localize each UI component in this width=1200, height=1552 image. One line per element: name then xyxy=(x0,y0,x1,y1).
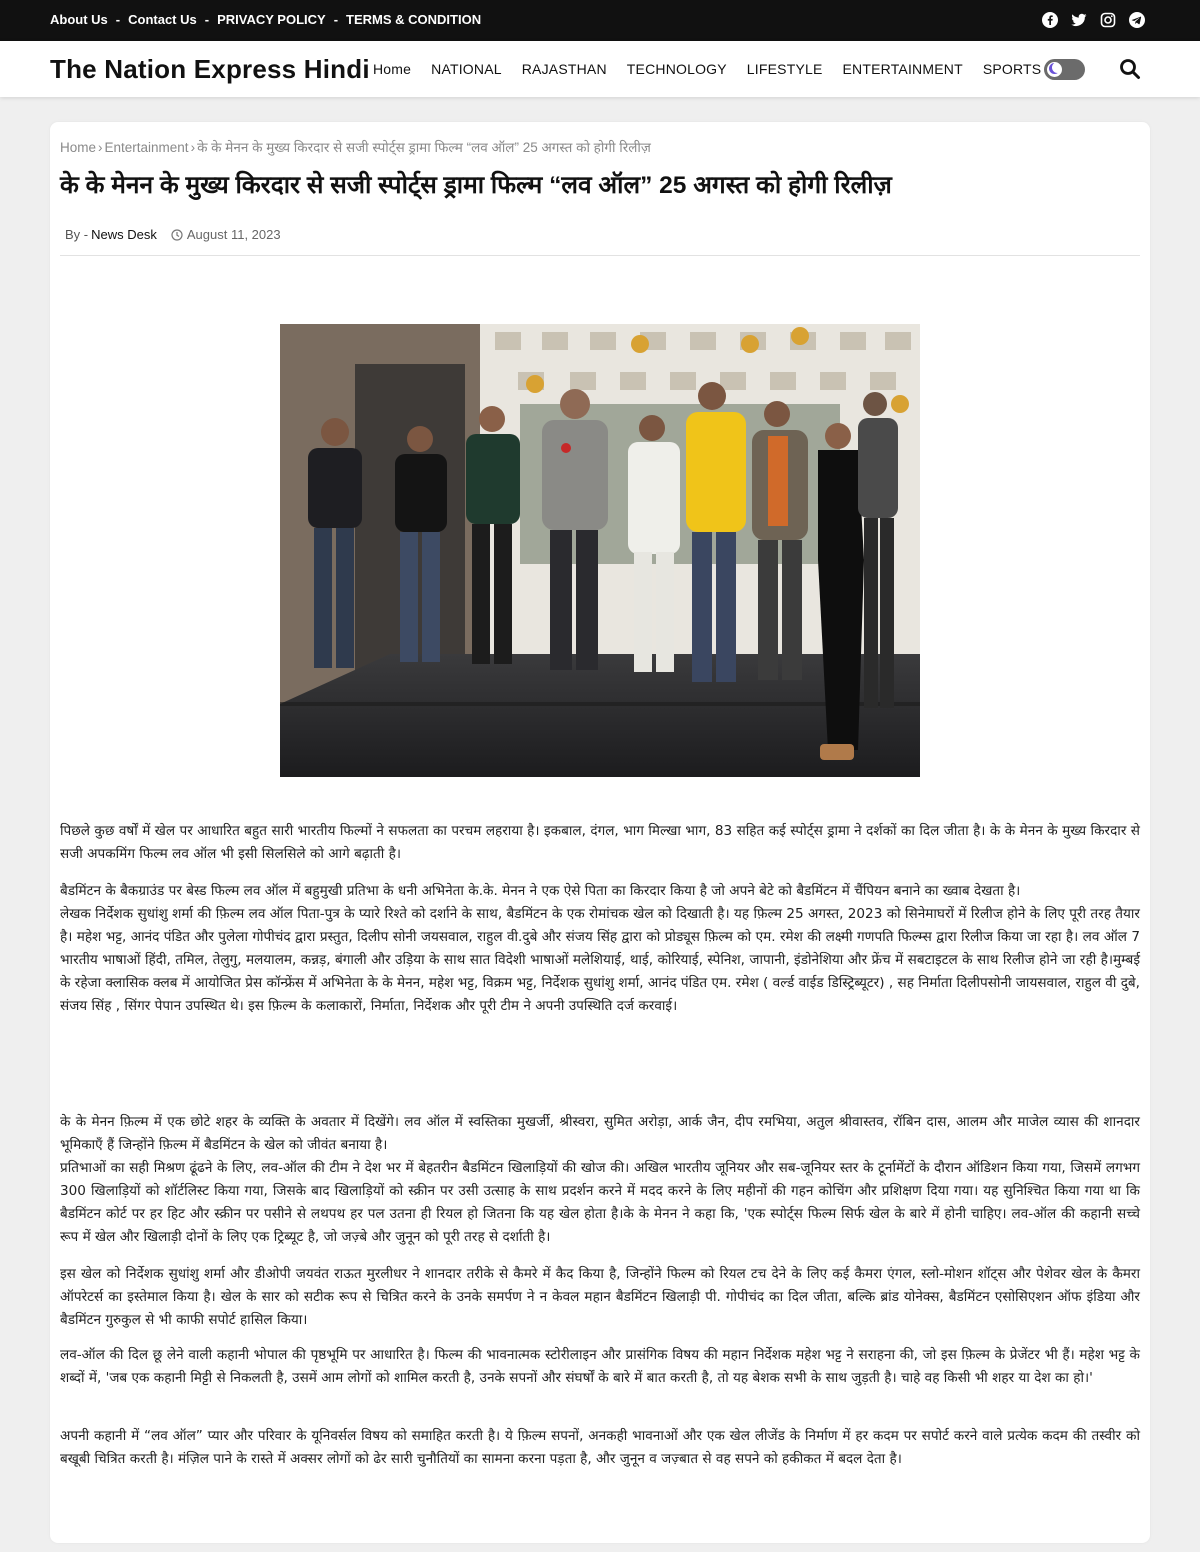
divider xyxy=(60,255,1140,256)
by-label: By - xyxy=(65,227,89,242)
moon-icon xyxy=(1049,63,1060,74)
nav-rajasthan[interactable]: RAJASTHAN xyxy=(521,61,607,77)
article-paragraph: के के मेनन फ़िल्म में एक छोटे शहर के व्यक्ति के अवतार में दिखेंगे। लव ऑल में स्वस्तिका मुखर्जी, श्रीस्वरा, सुमित अरोड़ा, आर्क जैन, दीप रमभिया, अतुल श्रीवास्तव, रॉबिन दास, आलम और माजेल व्यास की शानदार भूमिकाएँ हैं जिन्होंने फ़िल्म में बैडमिंटन के खेल को जीवंत बनाया है। प्रतिभाओं का सही मिश्रण ढूंढने के लिए, लव-ऑल की टीम ने देश भर में बेहतरीन बैडमिंटन खिलाड़ियों की खोज की। अखिल भारतीय जूनियर और सब-जूनियर स्तर के टूर्नामेंटों के दौरान ऑडिशन किया गया, जिसमें लगभग 300 खिलाड़ियों को शॉर्टलिस्ट किया गया, जिसके बाद खिलाड़ियों को स्क्रीन पर उसी उत्साह के साथ प्रदर्शन करने में मदद करने के लिए महीनों की गहन कोचिंग और प्रशिक्षण दिया गया। यह सुनिश्चित किया गया था कि बैडमिंटन कोर्ट पर हर हिट और स्क्रीन पर पसीने से लथपथ हर पल उतना ही रियल हो जितना कि यह खेल होता है।के के मेनन ने कहा कि, 'एक स्पोर्ट्स फिल्म सिर्फ खेल के बारे में होनी चाहिए। लव-ऑल की कहानी सच्चे रूप में खेल और खिलाड़ी दोनों के लिए एक ट्रिब्यूट है, जो जज़्बे और जुनून को पूरी तरह से दर्शाती है। xyxy=(60,1114,1140,1245)
breadcrumb-home[interactable]: Home xyxy=(60,140,97,155)
publish-date xyxy=(171,227,281,242)
site-header xyxy=(0,41,1200,97)
facebook-icon[interactable] xyxy=(1042,12,1058,28)
search-icon[interactable] xyxy=(1119,58,1141,80)
twitter-icon[interactable] xyxy=(1071,12,1087,28)
terms-link[interactable]: TERMS & CONDITION xyxy=(346,12,482,27)
separator: - xyxy=(333,12,339,27)
date-text: August 11, 2023 xyxy=(186,227,281,242)
breadcrumb xyxy=(60,138,651,156)
nav-lifestyle[interactable]: LIFESTYLE xyxy=(746,61,823,77)
top-links xyxy=(50,12,481,27)
breadcrumb-category[interactable]: Entertainment xyxy=(104,140,189,155)
article-card xyxy=(50,122,1150,1543)
article-meta xyxy=(65,227,281,242)
contact-us-link[interactable]: Contact Us xyxy=(128,12,197,27)
article-title: के के मेनन के मुख्य किरदार से सजी स्पोर्ट्स ड्रामा फिल्म “लव ऑल” 25 अगस्त को होगी रिलीज़ xyxy=(60,172,892,199)
social-links xyxy=(1042,12,1145,28)
breadcrumb-current: के के मेनन के मुख्य किरदार से सजी स्पोर्ट्स ड्रामा फिल्म “लव ऑल” 25 अगस्त को होगी रिलीज़ xyxy=(197,140,651,155)
privacy-policy-link[interactable]: PRIVACY POLICY xyxy=(217,12,326,27)
article-paragraph: इस खेल को निर्देशक सुधांशु शर्मा और डीओपी जयवंत राऊत मुरलीधर ने शानदार तरीके से कैमरे में कैद किया है, जिन्होंने फिल्म को रियल टच देने के लिए कई कैमरा एंगल, स्लो-मोशन शॉट्स और पेशेवर खेल के कैमरा ऑपरेटर्स का इस्तेमाल किया है। खेल के सार को सटीक रूप से चित्रित करने के उनके समर्पण ने न केवल महान बैडमिंटन खिलाड़ी पी. गोपीचंद का दिल जीता, बल्कि ब्रांड योनेक्स, बैडमिंटन एसोसिएशन ऑफ इंडिया और बैडमिंटन गुरुकुल से भी काफी सपोर्ट हासिल किया। xyxy=(60,1266,1140,1328)
dark-mode-toggle[interactable] xyxy=(1044,59,1085,80)
top-bar xyxy=(0,0,1200,41)
nav-national[interactable]: NATIONAL xyxy=(431,61,502,77)
separator: - xyxy=(204,12,210,27)
article-paragraph: अपनी कहानी में “लव ऑल” प्यार और परिवार के यूनिवर्सल विषय को समाहित करती है। ये फ़िल्म सपनों, अनकही भावनाओं और एक खेल लीजेंड के निर्माण में हर कदम पर सपोर्ट करने वाले प्रत्येक कदम की तस्वीर को बखूबी चित्रित करती है। मंज़िल पाने के रास्ते में अक्सर लोगों को ढेर सारी चुनौतियों का सामना करना पड़ता है, और जुनून व जज़्बात से वह सपने को हकीकत में बदल देता है। xyxy=(60,1428,1140,1467)
nav-technology[interactable]: TECHNOLOGY xyxy=(626,61,727,77)
about-us-link[interactable]: About Us xyxy=(50,12,108,27)
article-paragraph: पिछले कुछ वर्षों में खेल पर आधारित बहुत सारी भारतीय फिल्मों ने सफलता का परचम लहराया है। इकबाल, दंगल, भाग मिल्खा भाग, 83 सहित कई स्पोर्ट्स ड्रामा ने दर्शकों का दिल जीता है। के के मेनन के मुख्य किरदार से सजी अपकमिंग फिल्म लव ऑल भी इसी सिलसिले को आगे बढ़ाती है। xyxy=(60,823,1140,862)
nav-home[interactable]: Home xyxy=(373,61,412,77)
chevron-right-icon: › xyxy=(190,140,196,155)
author-link[interactable]: News Desk xyxy=(91,227,157,242)
main-nav xyxy=(373,61,1061,77)
featured-photo xyxy=(280,324,920,777)
article-paragraph: बैडमिंटन के बैकग्राउंड पर बेस्ड फिल्म लव ऑल में बहुमुखी प्रतिभा के धनी अभिनेता के.के. मेनन ने एक ऐसे पिता का किरदार किया है जो अपने बेटे को बैडमिंटन में चैंपियन बनाने का ख्वाब देखता है। लेखक निर्देशक सुधांशु शर्मा की फ़िल्म लव ऑल पिता-पुत्र के प्यारे रिश्ते को दर्शाने के साथ, बैडमिंटन के एक रोमांचक खेल को दिखाती है। यह फ़िल्म 25 अगस्त, 2023 को सिनेमाघरों में रिलीज होने के लिए पूरी तरह तैयार है। महेश भट्ट, आनंद पंडित और पुलेला गोपीचंद द्वारा प्रस्तुत, दिलीप सोनी जयसवाल, राहुल वी.दुबे और संजय सिंह द्वारा को प्रोड्यूस फ़िल्म को एम. रमेश की लक्ष्मी गणपति फिल्म्स द्वारा रिलीज किया जा रहा है। लव ऑल 7 भारतीय भाषाओं हिंदी, तमिल, तेलुगु, मलयालम, कन्नड़, बंगाली और उड़िया के साथ सात विदेशी भाषाओं मलेशियाई, थाई, कोरियाई, स्पेनिश, जापानी, इंडोनेशिया और फ्रेंच में सबटाइटल के साथ रिलीज होने जा रही है।मुम्बई के रहेजा क्लासिक क्लब में आयोजित प्रेस कॉन्फ्रेंस में अभिनेता के के मेनन, महेश भट्ट, विक्रम भट्ट, निर्देशक सुधांशु शर्मा, आनंद पंडित एम. रमेश ( वर्ल्ड वाईड डिस्ट्रिब्यूटर) , सह निर्माता दिलीपसोनी जायसवाल, राहुल वी दुबे, संजय सिंह , सिंगर पेपान उपस्थित थे। इस फ़िल्म के कलाकारों, निर्माता, निर्देशक और पूरी टीम ने अपनी उपस्थिति दर्ज करवाई। xyxy=(60,883,1141,1014)
site-logo[interactable]: The Nation Express Hindi xyxy=(50,54,370,84)
telegram-icon[interactable] xyxy=(1129,12,1145,28)
instagram-icon[interactable] xyxy=(1100,12,1116,28)
nav-entertainment[interactable]: ENTERTAINMENT xyxy=(842,61,963,77)
chevron-right-icon: › xyxy=(98,140,103,155)
article-paragraph: लव-ऑल की दिल छू लेने वाली कहानी भोपाल की पृष्ठभूमि पर आधारित है। फिल्म की भावनात्मक स्टोरीलाइन और प्रासंगिक विषय की महान निर्देशक महेश भट्ट ने सराहना की, जो इस फ़िल्म के प्रेजेंटर भी हैं। महेश भट्ट के शब्दों में, 'जब एक कहानी मिट्टी से निकलती है, उसमें आम लोगों को शामिल करती है, उनके सपनों और संघर्षों के बारे में बात करती है, तो यह बेशक सभी के साथ जुड़ती है। चाहे वह किसी भी शहर या देश का हो।' xyxy=(60,1347,1140,1386)
separator: - xyxy=(115,12,121,27)
clock-icon xyxy=(171,229,183,241)
nav-sports[interactable]: SPORTS xyxy=(982,61,1042,77)
